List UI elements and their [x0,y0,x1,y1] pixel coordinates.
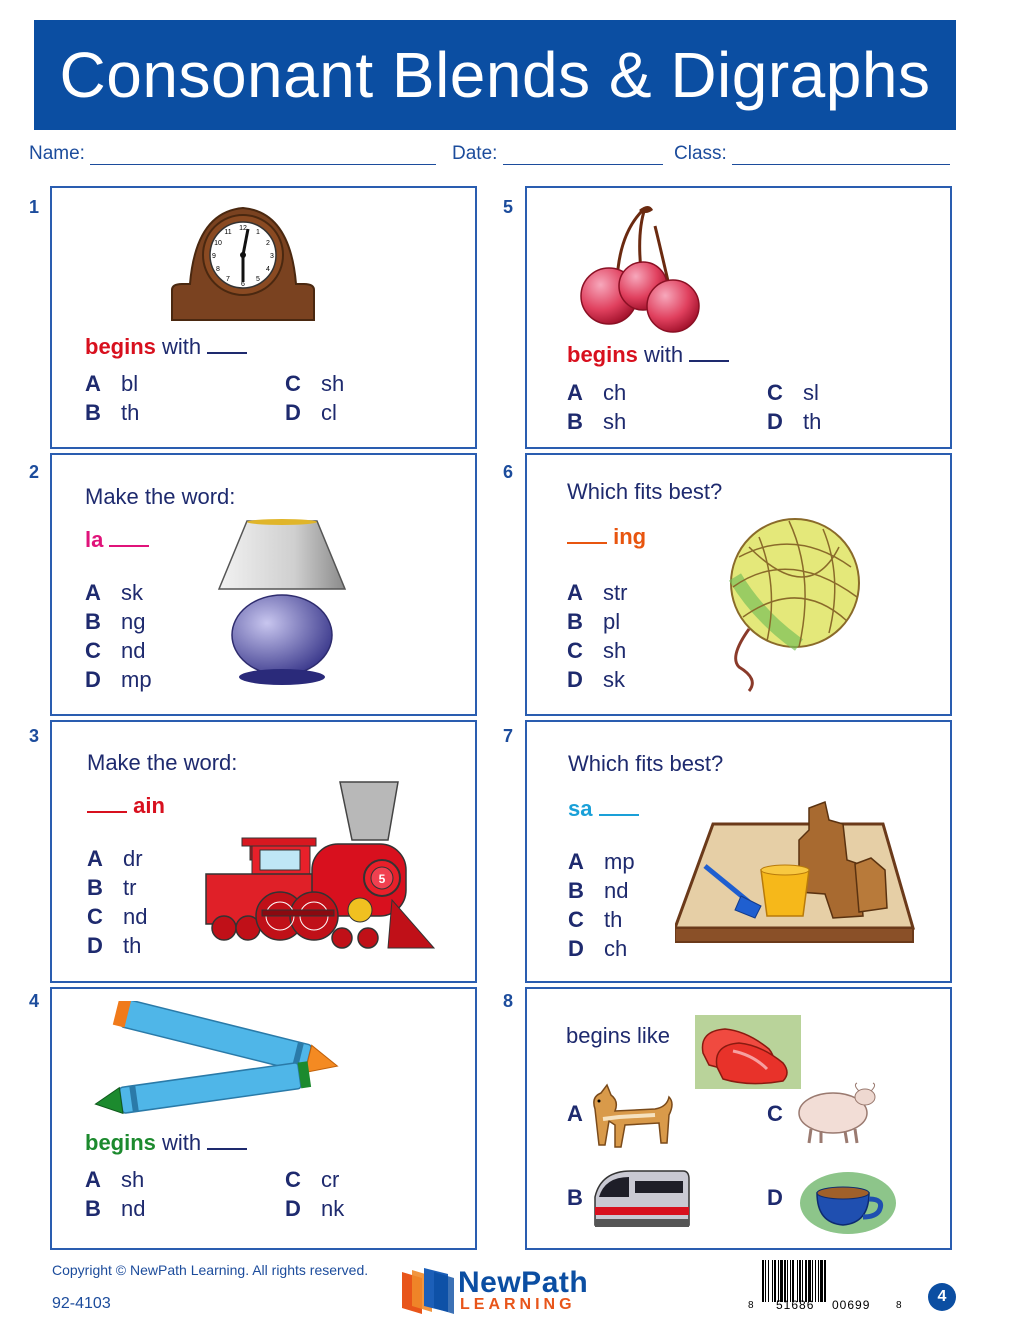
answer-blank [567,542,607,544]
question-4-prompt [85,1130,247,1156]
barcode [748,1258,908,1316]
barcode-digit: 8 [896,1300,902,1311]
barcode-bar [818,1260,819,1302]
option-d[interactable]: D th [87,933,142,958]
option-c[interactable]: C [767,1101,783,1126]
logo-wordmark: NewPath [458,1266,589,1299]
slippers-picture [695,1015,801,1089]
option-d[interactable]: D nk [285,1196,345,1221]
option-a[interactable]: A sh [85,1167,145,1192]
question-3-panel [50,720,477,983]
name-label: Name: [29,143,85,164]
option-a[interactable]: A str [567,580,628,605]
logo-tagline: LEARNING [460,1296,576,1313]
barcode-bar [772,1260,773,1302]
option-a[interactable]: A dr [87,846,143,871]
question-6-panel [525,453,952,716]
question-2-panel [50,453,477,716]
svg-text:6: 6 [241,281,245,288]
barcode-bar [812,1260,813,1302]
barcode-bar [774,1260,776,1302]
title-banner [34,20,956,130]
cherries-picture [579,202,709,334]
sandbox-picture [675,800,917,946]
option-a[interactable]: A mp [568,849,635,874]
barcode-bar [820,1260,823,1302]
product-code: 92-4103 [52,1295,111,1312]
svg-text:11: 11 [224,229,232,236]
question-4-panel [50,987,477,1250]
page-number: 4 [928,1283,956,1311]
svg-text:4: 4 [266,266,270,273]
question-6-word [567,524,646,550]
option-d[interactable]: D th [767,409,822,434]
svg-text:9: 9 [212,253,216,260]
question-1-prompt [85,334,247,360]
barcode-bar [799,1260,801,1302]
cup-picture[interactable] [799,1171,897,1235]
option-b[interactable]: B sh [567,409,627,434]
question-5-panel [525,186,952,449]
option-c[interactable]: C sh [567,638,627,663]
option-b[interactable]: B pl [567,609,621,634]
yarn-ball-picture [719,517,865,693]
answer-blank [599,814,639,816]
question-number: 2 [29,462,40,482]
svg-text:10: 10 [214,240,222,247]
prompt-keyword: begins [85,334,156,359]
barcode-bar [762,1260,764,1302]
prompt-text: with [644,342,684,367]
date-label: Date: [452,143,498,164]
answer-blank [207,1148,247,1150]
option-a[interactable]: A sk [85,580,143,605]
barcode-bar [765,1260,766,1302]
svg-text:5: 5 [378,872,386,886]
option-a[interactable]: A ch [567,380,627,405]
option-b[interactable]: B [567,1185,583,1210]
question-2-prompt: Make the word: [85,484,236,509]
option-a[interactable]: A [567,1101,583,1126]
date-field[interactable] [452,143,663,165]
name-field[interactable] [29,143,436,165]
option-a[interactable]: A bl [85,371,139,396]
option-d[interactable]: D cl [285,400,337,425]
option-c[interactable]: C th [568,907,623,932]
class-field[interactable] [674,143,950,165]
barcode-bar [768,1260,769,1302]
clock-picture [168,202,318,322]
option-c[interactable]: C cr [285,1167,340,1192]
barcode-digit: 8 [748,1300,754,1311]
option-b[interactable]: B th [85,400,140,425]
question-5-prompt [567,342,729,368]
copyright: Copyright © NewPath Learning. All rights reserved. [52,1262,369,1278]
svg-text:2: 2 [266,240,270,247]
prompt-keyword: begins [567,342,638,367]
question-1-panel [50,186,477,449]
option-d[interactable]: D ch [568,936,628,961]
barcode-bar [787,1260,788,1302]
train-picture [202,778,442,958]
prompt-text: with [162,1130,202,1155]
newpath-logo [398,1266,618,1316]
barcode-bar [815,1260,816,1302]
name-line[interactable] [90,146,436,165]
question-number: 7 [503,726,514,746]
svg-text:7: 7 [226,276,230,283]
date-line[interactable] [503,146,663,165]
train-engine-picture[interactable] [591,1167,691,1233]
barcode-bar [797,1260,798,1302]
question-number: 3 [29,726,40,746]
barcode-bar [792,1260,794,1302]
question-2-word [85,527,149,553]
page-title: Consonant Blends & Digraphs [59,39,931,111]
question-7-word [568,796,639,822]
svg-text:3: 3 [270,253,274,260]
book-icon [398,1266,458,1316]
question-7-panel [525,720,952,983]
barcode-digit: 51686 [776,1298,815,1312]
prompt-text: with [162,334,202,359]
option-c[interactable]: C nd [85,638,146,663]
class-label: Class: [674,143,727,164]
barcode-bar [802,1260,803,1302]
dog-picture[interactable] [585,1079,677,1151]
question-number: 4 [29,991,40,1011]
answer-blank [689,360,729,362]
svg-text:8: 8 [216,266,220,273]
barcode-bar [790,1260,791,1302]
question-8-prompt: begins like [566,1023,670,1048]
question-number: 5 [503,197,514,217]
sheep-picture[interactable] [793,1081,883,1145]
option-b[interactable]: B tr [87,875,137,900]
word-fragment: ing [613,524,647,549]
answer-blank [207,352,247,354]
barcode-bar [805,1260,807,1302]
word-fragment: la [85,527,104,552]
question-8-panel [525,987,952,1250]
question-number: 1 [29,197,40,217]
option-c[interactable]: C sl [767,380,819,405]
word-fragment: ain [133,793,165,818]
barcode-bar [824,1260,826,1302]
question-7-prompt: Which fits best? [568,751,724,776]
answer-blank [87,811,127,813]
svg-text:1: 1 [256,229,260,236]
answer-blank [109,545,149,547]
word-fragment: sa [568,796,593,821]
barcode-bar [784,1260,786,1302]
option-b[interactable]: B ng [85,609,146,634]
barcode-bar [780,1260,783,1302]
option-b[interactable]: B nd [85,1196,146,1221]
option-c[interactable]: C sh [285,371,345,396]
crayons-picture [90,1001,365,1116]
option-c[interactable]: C nd [87,904,148,929]
barcode-digit: 00699 [832,1298,871,1312]
option-b[interactable]: B nd [568,878,629,903]
option-d[interactable]: D [767,1185,783,1210]
class-line[interactable] [732,146,950,165]
question-6-prompt: Which fits best? [567,479,723,504]
question-number: 8 [503,991,514,1011]
question-3-prompt: Make the word: [87,750,238,775]
question-number: 6 [503,462,514,482]
barcode-bars [762,1260,886,1302]
prompt-keyword: begins [85,1130,156,1155]
svg-text:12: 12 [239,225,247,232]
lamp-picture [217,517,347,687]
svg-text:5: 5 [256,276,260,283]
barcode-bar [808,1260,811,1302]
option-d[interactable]: D mp [85,667,152,692]
question-3-word [87,793,165,819]
option-d[interactable]: D sk [567,667,625,692]
barcode-bar [778,1260,779,1302]
